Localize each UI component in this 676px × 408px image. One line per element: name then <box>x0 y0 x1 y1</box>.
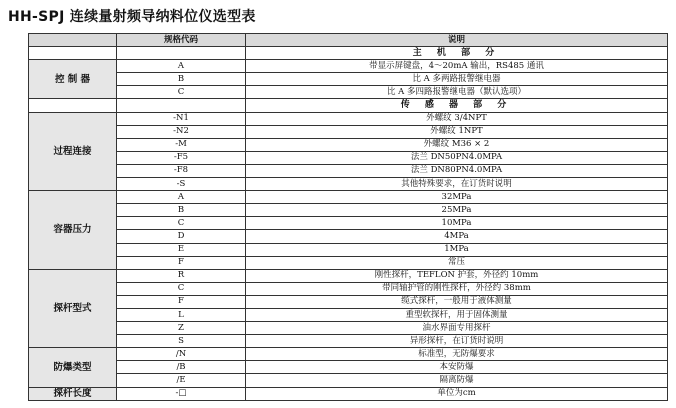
section-blank <box>29 47 117 60</box>
table-row <box>29 308 668 321</box>
code-cell: C <box>117 282 246 295</box>
desc-cell: 刚性探杆，TEFLON 护套，外径约 10mm <box>246 269 668 282</box>
code-cell: A <box>117 191 246 204</box>
code-cell: /N <box>117 348 246 361</box>
code-cell: -M <box>117 138 246 151</box>
table-row <box>29 374 668 387</box>
desc-cell: 25MPa <box>246 204 668 217</box>
desc-cell: 比 A 多四路报警继电器（默认选项） <box>246 86 668 99</box>
table-row <box>29 243 668 256</box>
code-cell: R <box>117 269 246 282</box>
desc-cell: 异形探杆，在订货时说明 <box>246 335 668 348</box>
code-cell: D <box>117 230 246 243</box>
table-row <box>29 361 668 374</box>
table-row <box>29 335 668 348</box>
table-header-row <box>29 34 668 47</box>
code-cell: /E <box>117 374 246 387</box>
desc-cell: 32MPa <box>246 191 668 204</box>
table-row <box>29 125 668 138</box>
table-row <box>29 151 668 164</box>
table-row <box>29 295 668 308</box>
group-label-explosion: 防爆类型 <box>29 348 117 387</box>
desc-cell: 1MPa <box>246 243 668 256</box>
code-cell: F <box>117 295 246 308</box>
desc-cell: 比 A 多两路报警继电器 <box>246 73 668 86</box>
section-blank <box>117 99 246 112</box>
desc-cell: 油水界面专用探杆 <box>246 322 668 335</box>
table-row <box>29 269 668 282</box>
desc-cell: 常压 <box>246 256 668 269</box>
table-row <box>29 86 668 99</box>
code-cell: -□ <box>117 387 246 400</box>
desc-cell: 法兰 DN80PN4.0MPA <box>246 164 668 177</box>
code-cell: -F8 <box>117 164 246 177</box>
table-row <box>29 204 668 217</box>
desc-cell: 标准型，无防爆要求 <box>246 348 668 361</box>
section-row-sensor <box>29 99 668 112</box>
group-label-controller: 控 制 器 <box>29 60 117 99</box>
header-code: 规格代码 <box>117 34 246 47</box>
table-row <box>29 256 668 269</box>
section-row-main <box>29 47 668 60</box>
desc-cell: 重型软探杆，用于固体测量 <box>246 308 668 321</box>
header-desc: 说明 <box>246 34 668 47</box>
desc-cell: 缆式探杆，一般用于液体测量 <box>246 295 668 308</box>
code-cell: A <box>117 60 246 73</box>
table-row <box>29 282 668 295</box>
page-title: HH-SPJ 连续量射频导纳料位仪选型表 <box>8 9 256 25</box>
code-cell: E <box>117 243 246 256</box>
desc-cell: 隔离防爆 <box>246 374 668 387</box>
group-label-probe-type: 探杆型式 <box>29 269 117 348</box>
table-row <box>29 73 668 86</box>
code-cell: B <box>117 204 246 217</box>
desc-cell: 外螺纹 1NPT <box>246 125 668 138</box>
desc-cell: 4MPa <box>246 230 668 243</box>
section-title-sensor: 传 感 器 部 分 <box>246 99 668 112</box>
code-cell: -N1 <box>117 112 246 125</box>
code-cell: /B <box>117 361 246 374</box>
table-row <box>29 164 668 177</box>
code-cell: -S <box>117 178 246 191</box>
desc-cell: 单位为cm <box>246 387 668 400</box>
table-row <box>29 230 668 243</box>
table-row <box>29 60 668 73</box>
desc-cell: 带同轴护管的刚性探杆，外径约 38mm <box>246 282 668 295</box>
group-label-pressure: 容器压力 <box>29 191 117 270</box>
group-label-probe-length: 探杆长度 <box>29 387 117 400</box>
code-cell: B <box>117 73 246 86</box>
code-cell: C <box>117 217 246 230</box>
code-cell: Z <box>117 322 246 335</box>
desc-cell: 带显示屏键盘，4～20mA 输出，RS485 通讯 <box>246 60 668 73</box>
table-row <box>29 217 668 230</box>
section-blank <box>29 99 117 112</box>
group-label-process-connection: 过程连接 <box>29 112 117 191</box>
desc-cell: 其他特殊要求，在订货时说明 <box>246 178 668 191</box>
table-row <box>29 387 668 400</box>
header-empty <box>29 34 117 47</box>
table-row <box>29 191 668 204</box>
code-cell: C <box>117 86 246 99</box>
desc-cell: 本安防爆 <box>246 361 668 374</box>
desc-cell: 法兰 DN50PN4.0MPA <box>246 151 668 164</box>
code-cell: F <box>117 256 246 269</box>
desc-cell: 外螺纹 M36 × 2 <box>246 138 668 151</box>
table-row <box>29 138 668 151</box>
desc-cell: 10MPa <box>246 217 668 230</box>
selection-table <box>28 33 668 401</box>
code-cell: S <box>117 335 246 348</box>
section-blank <box>117 47 246 60</box>
section-title-main: 主 机 部 分 <box>246 47 668 60</box>
code-cell: -F5 <box>117 151 246 164</box>
desc-cell: 外螺纹 3/4NPT <box>246 112 668 125</box>
table-row <box>29 112 668 125</box>
code-cell: -N2 <box>117 125 246 138</box>
code-cell: L <box>117 308 246 321</box>
table-row <box>29 322 668 335</box>
table-row <box>29 348 668 361</box>
table-row <box>29 178 668 191</box>
